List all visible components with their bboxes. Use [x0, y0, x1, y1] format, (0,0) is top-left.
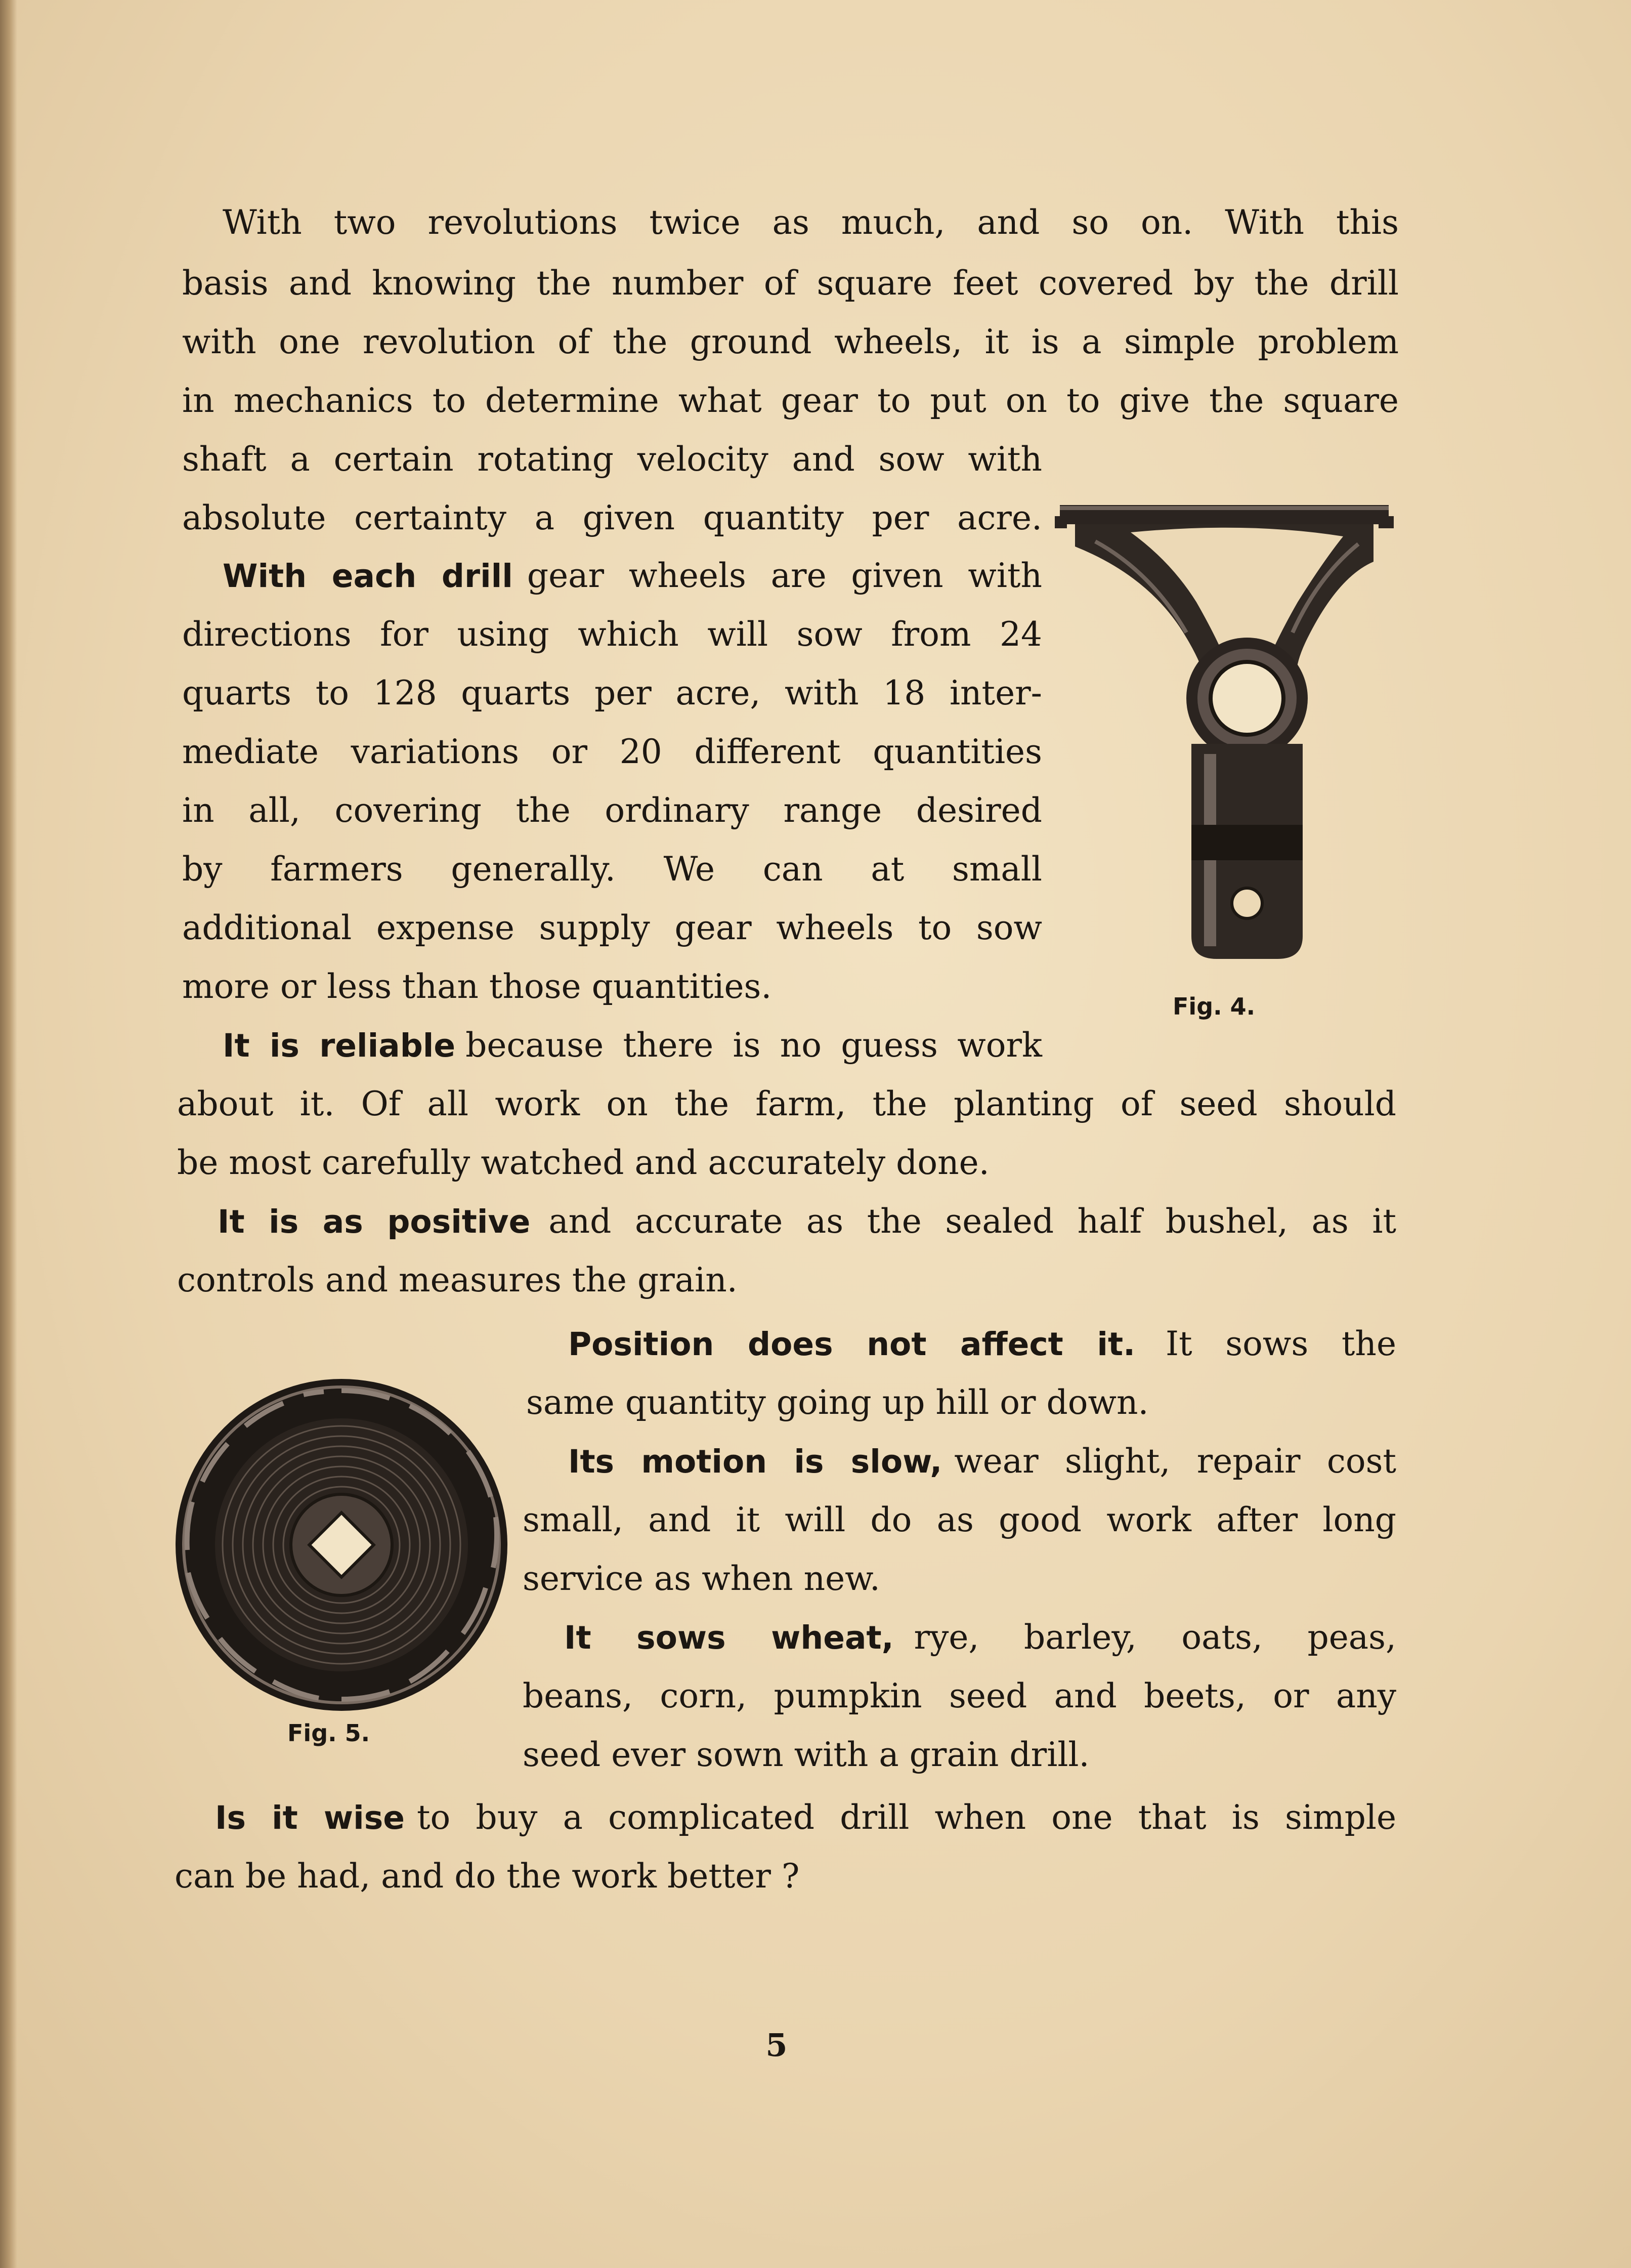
text-line: [215, 1797, 1396, 1838]
text-run: and accurate as the sealed half bushel, as it: [548, 1202, 1397, 1241]
book-spine-shadow: [0, 0, 17, 2268]
text-run: rye, barley, oats, peas,: [914, 1618, 1396, 1657]
text-line: beans, corn, pumpkin seed and beets, or any: [523, 1676, 1396, 1715]
lead-phrase: It is reliable: [223, 1027, 456, 1064]
figure-5-caption: Fig. 5.: [287, 1719, 370, 1747]
text-line: in all, covering the ordinary range desired: [182, 791, 1042, 830]
text-line: in mechanics to determine what gear to put on to give the square: [182, 381, 1399, 420]
text-line: service as when new.: [523, 1559, 880, 1598]
text-line: can be had, and do the work better ?: [175, 1857, 800, 1896]
text-line: basis and knowing the number of square feet covered by the drill: [182, 264, 1399, 303]
text-line: by farmers generally. We can at small: [182, 850, 1042, 889]
text-line: [218, 1201, 1396, 1242]
text-line: [223, 556, 1042, 597]
figure-4-caption: Fig. 4.: [1173, 993, 1256, 1020]
text-run: because there is no guess work: [465, 1026, 1042, 1065]
text-line: controls and measures the grain.: [177, 1261, 738, 1299]
text-line: [564, 1617, 1396, 1658]
lead-phrase: It sows wheat,: [564, 1619, 894, 1656]
lead-phrase: It is as positive: [218, 1203, 531, 1240]
page-body: [175, 0, 1399, 2268]
lead-phrase: With each drill: [223, 558, 513, 595]
text-line: same quantity going up hill or down.: [526, 1383, 1149, 1422]
lead-phrase: Position does not affect it.: [568, 1326, 1136, 1363]
feed-wheel-illustration: [172, 1375, 511, 1714]
text-line: [568, 1324, 1396, 1365]
text-line: about it. Of all work on the farm, the planting of seed should: [177, 1084, 1396, 1123]
text-line: [223, 1025, 1042, 1066]
text-line: shaft a certain rotating velocity and sow with: [182, 440, 1042, 479]
text-line: absolute certainty a given quantity per acre.: [182, 498, 1042, 537]
text-line: additional expense supply gear wheels to sow: [182, 908, 1042, 947]
text-run: wear slight, repair cost: [954, 1442, 1396, 1481]
text-line: directions for using which will sow from 24: [182, 615, 1042, 654]
text-run: gear wheels are given with: [527, 556, 1042, 595]
text-line: be most carefully watched and accurately done.: [177, 1143, 990, 1182]
text-line: [568, 1441, 1396, 1482]
gear-bracket-illustration: [1055, 501, 1394, 967]
page-number: 5: [765, 2027, 788, 2064]
text-line: With two revolutions twice as much, and so on. With this: [223, 203, 1399, 242]
figure-4: [1055, 501, 1394, 967]
lead-phrase: Its motion is slow,: [568, 1443, 942, 1480]
text-run: to buy a complicated drill when one that is simple: [416, 1798, 1396, 1837]
text-line: mediate variations or 20 different quantities: [182, 732, 1042, 771]
text-line: small, and it will do as good work after long: [523, 1500, 1396, 1539]
text-line: quarts to 128 quarts per acre, with 18 inter-: [182, 674, 1042, 712]
figure-5: [172, 1375, 511, 1714]
text-line: more or less than those quantities.: [182, 967, 772, 1006]
text-line: with one revolution of the ground wheels, it is a simple problem: [182, 322, 1399, 361]
text-run: It sows the: [1166, 1324, 1396, 1363]
lead-phrase: Is it wise: [215, 1799, 405, 1836]
text-line: seed ever sown with a grain drill.: [523, 1735, 1090, 1774]
